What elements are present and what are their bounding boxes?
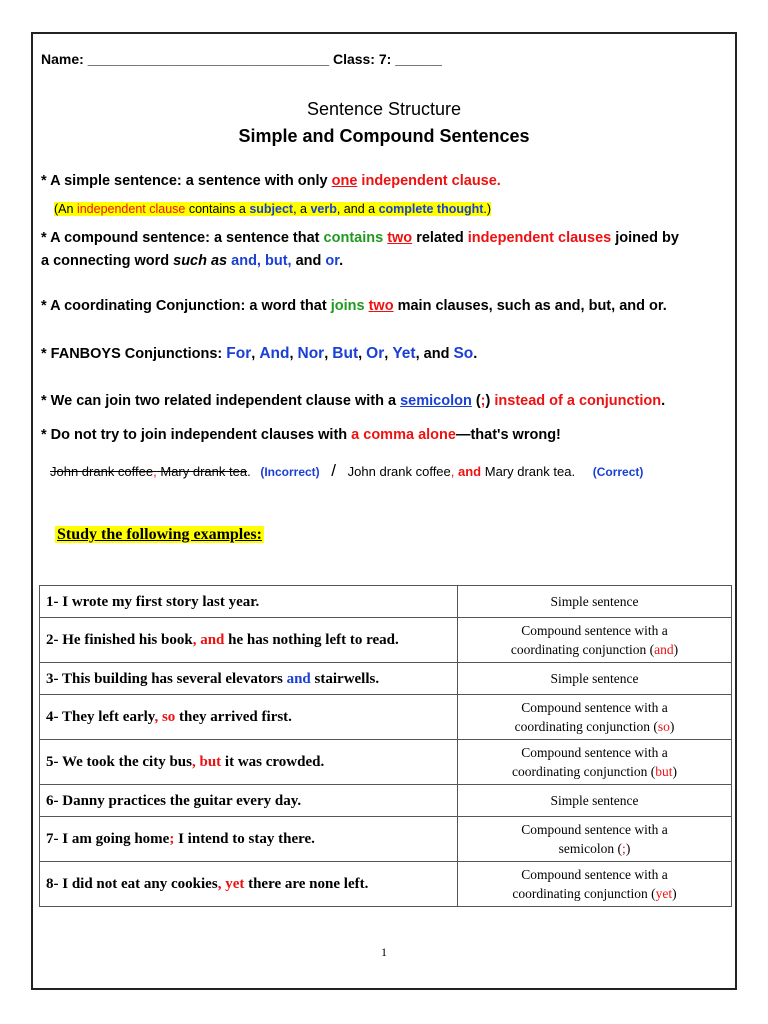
example-sentence: 3- This building has several elevators and stairwells. [40, 663, 458, 695]
conjunction: ; [169, 831, 175, 847]
word-one: one [331, 173, 358, 189]
type-conjunction: but [655, 764, 673, 779]
correct-tag: (Correct) [592, 465, 644, 479]
title-sub: Simple and Compound Sentences [238, 126, 530, 146]
rule-fanboys: * FANBOYS Conjunctions: For, And, Nor, But, Or, Yet, and So. [41, 345, 478, 362]
example-sentence: 8- I did not eat any cookies, yet there are none left. [40, 862, 458, 907]
table-row [40, 663, 732, 695]
correct-sentence: John drank coffee, and Mary drank tea. [347, 464, 576, 479]
table-row [40, 817, 732, 862]
rule-coordinating: * A coordinating Conjunction: a word that joins two main clauses, such as and, but, and or. [41, 298, 667, 314]
example-sentence: 7- I am going home; I intend to stay there. [40, 817, 458, 862]
type-conjunction: so [657, 719, 670, 734]
type-conjunction: and [654, 642, 674, 657]
table-row [40, 740, 732, 785]
sentence-type: Simple sentence [458, 663, 732, 695]
sentence-type: Compound sentence with a coordinating conjunction (but) [458, 740, 732, 785]
conjunction: , so [154, 709, 176, 725]
rule-note: (An independent clause contains a subject, a verb, and a complete thought.) [54, 202, 492, 216]
conjunction: , and [192, 632, 225, 648]
sentence-type: Simple sentence [458, 785, 732, 817]
sentence-type: Compound sentence with a semicolon (;) [458, 817, 732, 862]
incorrect-tag: (Incorrect) [260, 465, 320, 479]
rule-compound-line2: a connecting word such as and, but, and or. [41, 253, 344, 269]
rule-comma-alone: * Do not try to join independent clauses with a comma alone—that's wrong! [41, 427, 561, 443]
example-sentence: 5- We took the city bus, but it was crowded. [40, 740, 458, 785]
conjunction: , but [191, 754, 222, 770]
conjunction: and [286, 670, 311, 687]
example-sentence: 1- I wrote my first story last year. [40, 586, 458, 618]
rule-semicolon: * We can join two related independent clause with a semicolon (;) instead of a conjunction. [41, 393, 666, 409]
conjunction: , yet [217, 876, 245, 892]
table-row [40, 586, 732, 618]
separator-slash: / [331, 461, 337, 480]
class-label: Class: 7: [332, 51, 392, 67]
example-sentence: 2- He finished his book, and he has nothing left to read. [40, 618, 458, 663]
table-row [40, 695, 732, 740]
sentence-type: Compound sentence with a coordinating conjunction (and) [458, 618, 732, 663]
title-main: Sentence Structure [306, 99, 462, 119]
table-row [40, 862, 732, 907]
sentence-type: Simple sentence [458, 586, 732, 618]
name-blank: _______________________________ [87, 51, 330, 67]
example-line: John drank coffee, Mary drank tea. (Incorrect) / John drank coffee, and Mary drank tea. (Correct) [50, 461, 644, 480]
sentence-type: Compound sentence with a coordinating conjunction (yet) [458, 862, 732, 907]
table-row [40, 618, 732, 663]
study-heading: Study the following examples: [57, 526, 262, 543]
examples-table [39, 585, 732, 907]
table-row [40, 785, 732, 817]
header-line [41, 51, 442, 67]
incorrect-sentence: John drank coffee, Mary drank tea [50, 464, 248, 479]
rule-simple: * A simple sentence: a sentence with only one independent clause. [41, 173, 501, 189]
example-sentence: 4- They left early, so they arrived first. [40, 695, 458, 740]
class-blank: ______ [395, 51, 442, 67]
rule-compound-line1: * A compound sentence: a sentence that contains two related independent clauses joined by [41, 230, 679, 246]
name-label: Name: [41, 51, 84, 67]
example-sentence: 6- Danny practices the guitar every day. [40, 785, 458, 817]
page-number: 1 [381, 945, 387, 959]
type-conjunction: ; [622, 841, 626, 856]
type-conjunction: yet [655, 886, 673, 901]
sentence-type: Compound sentence with a coordinating conjunction (so) [458, 695, 732, 740]
